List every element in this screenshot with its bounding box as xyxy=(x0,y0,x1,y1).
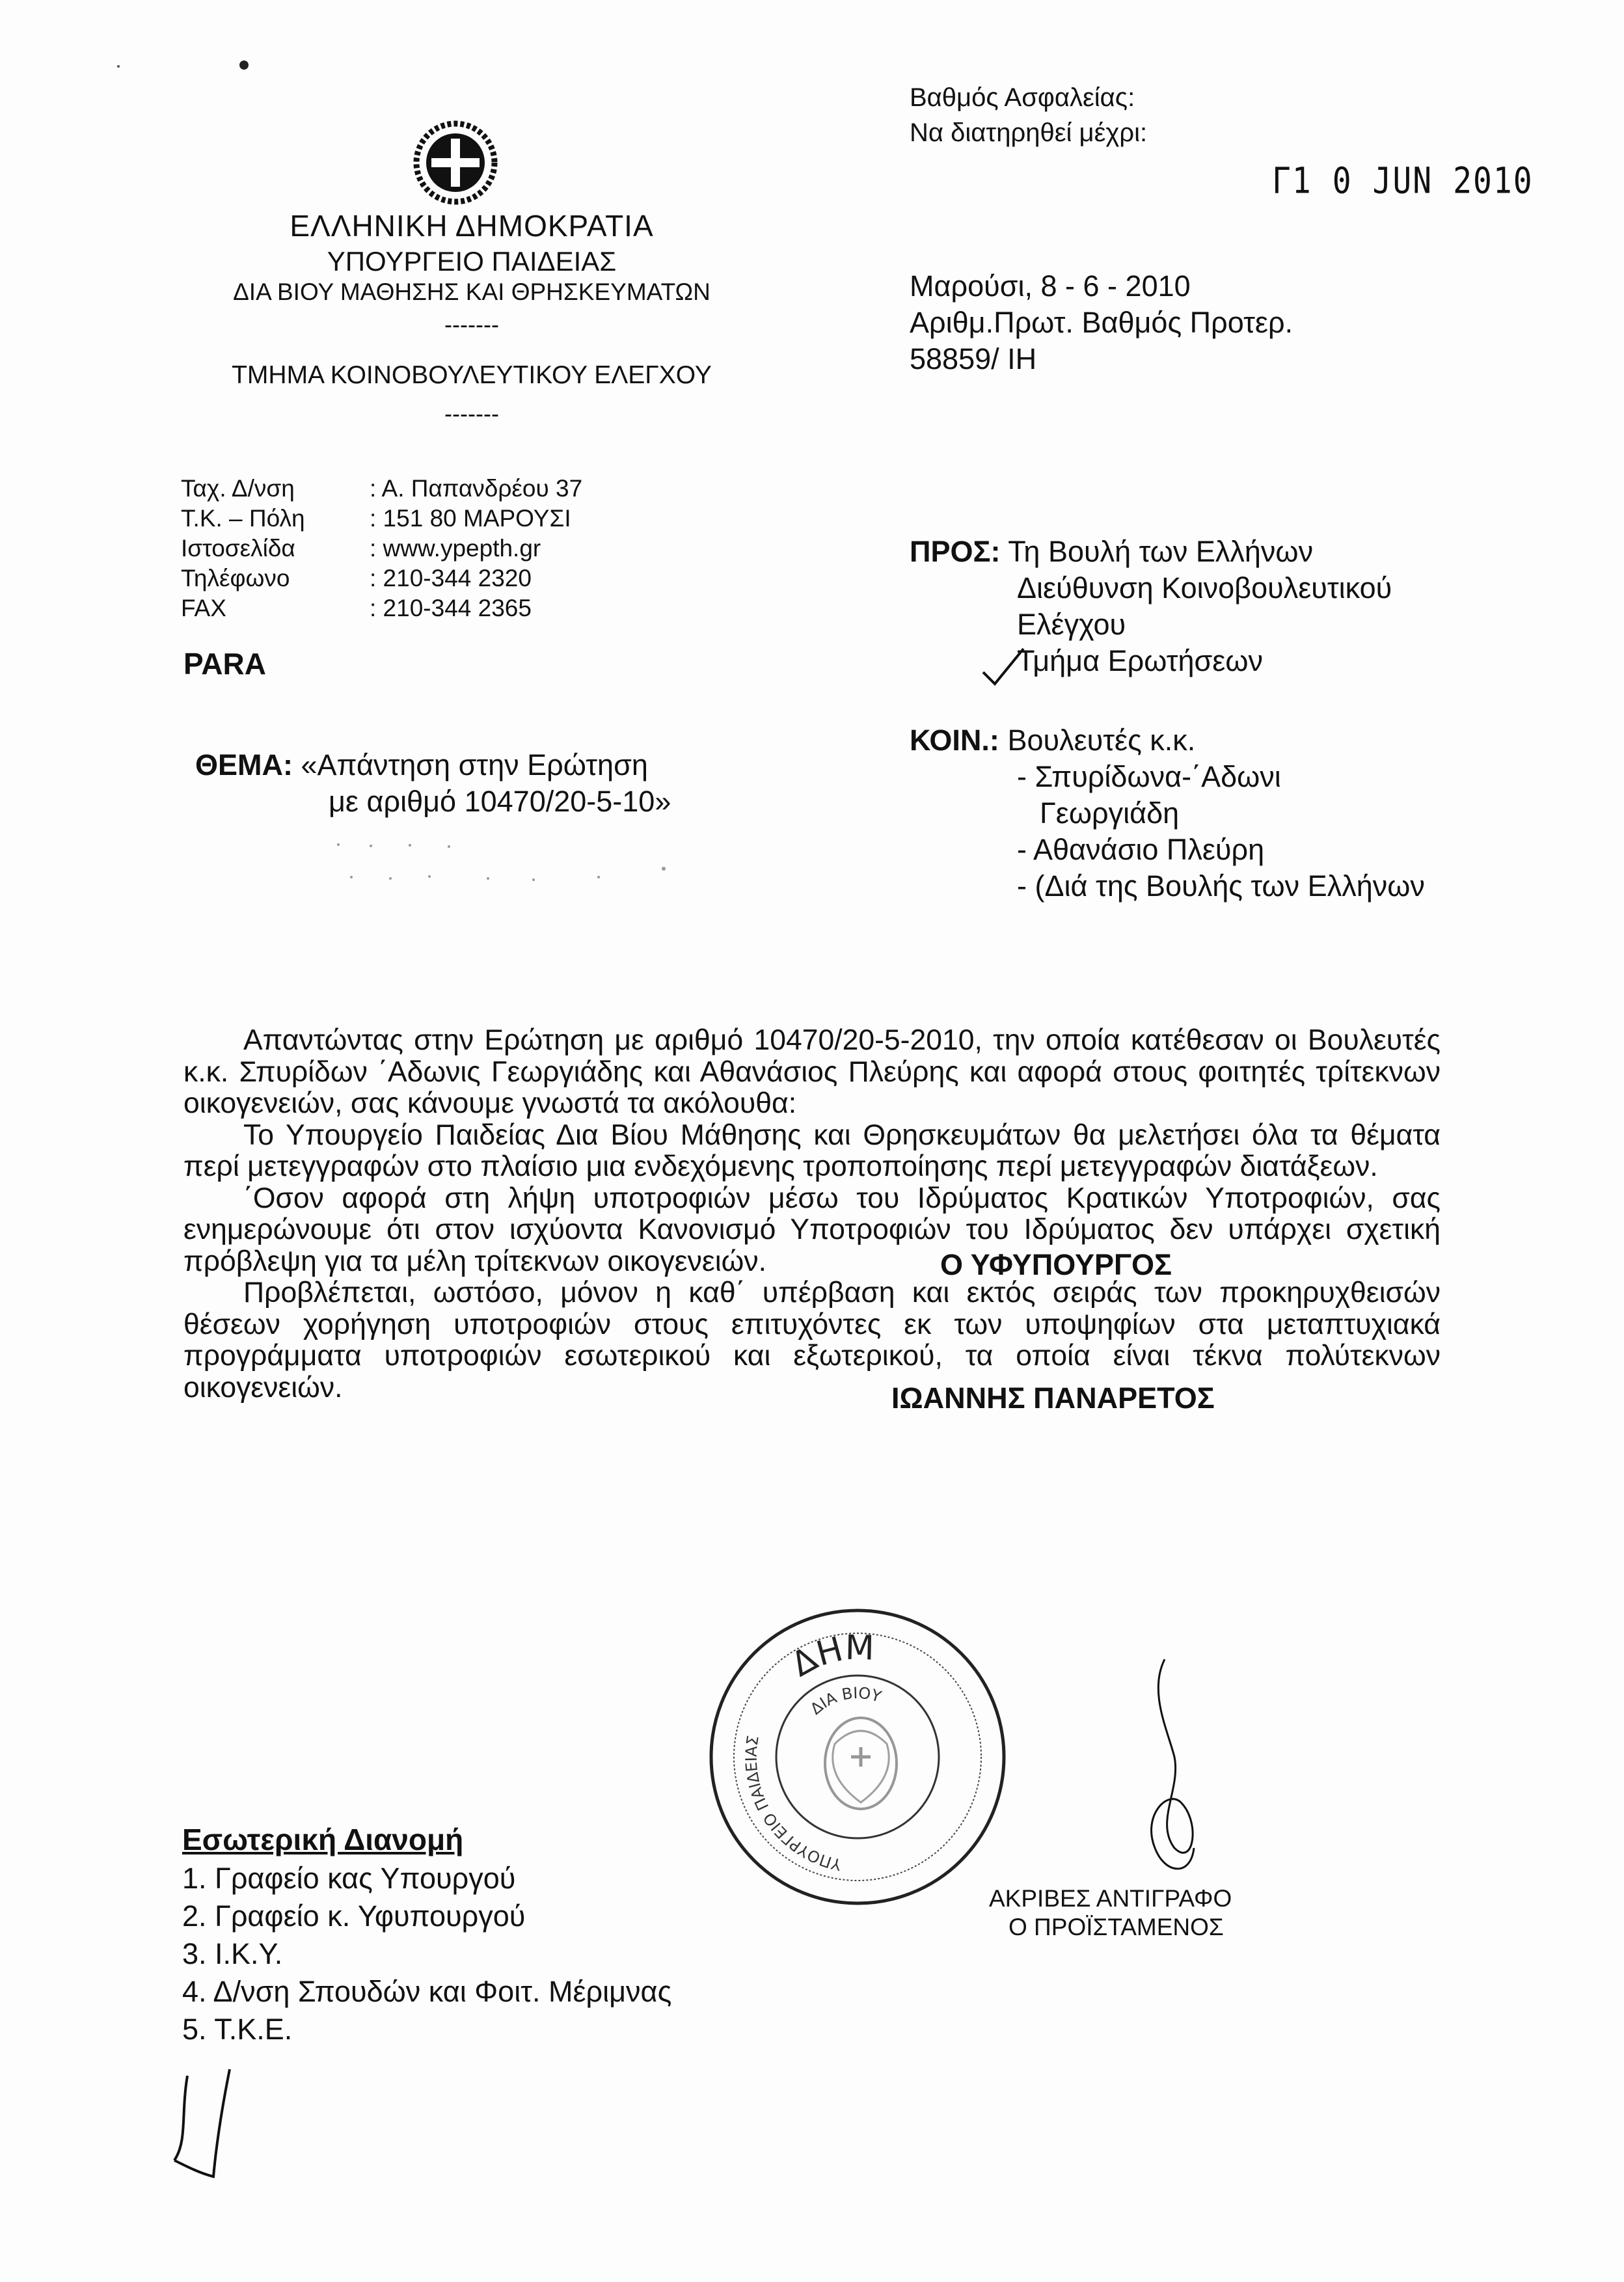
body-paragraph: Απαντώντας στην Ερώτηση με αριθμό 10470/20-5-2010, την οποία κατέθεσαν οι Βουλευτές κ.κ. Σπυρίδων ΄Αδωνις Γεωργιάδης και Αθανάσιος Πλεύρης και αφορά στους φοιτητές τρίτεκνων οικογενειών, σας κάνουμε γνωστά τα ακόλουθα: xyxy=(183,1024,1441,1119)
list-item: 2. Γραφείο κ. Υφυπουργού xyxy=(182,1899,526,1933)
signatory-name: ΙΩΑΝΝΗΣ ΠΑΝΑΡΕΤΟΣ xyxy=(891,1381,1215,1415)
recipient-line-3: Ελέγχου xyxy=(1017,608,1126,641)
recipient-line-1: Τη Βουλή των Ελλήνων xyxy=(1008,535,1314,568)
contact-row: Ιστοσελίδα : www.ypepth.gr xyxy=(181,535,541,562)
country-name: ΕΛΛΗΝΙΚΗ ΔΗΜΟΚΡΑΤΙΑ xyxy=(290,209,654,243)
checkmark-icon xyxy=(981,647,1026,686)
recipient-line-4: Τμήμα Ερωτήσεων xyxy=(1017,644,1263,677)
protocol-label: Αριθμ.Πρωτ. Βαθμός Προτερ. xyxy=(910,306,1293,339)
greek-coat-of-arms-icon xyxy=(407,114,504,211)
cc-line-3: Γεωργιάδη xyxy=(1040,796,1180,830)
signatory-title: Ο ΥΦΥΠΟΥΡΓΟΣ xyxy=(940,1248,1172,1281)
contact-details xyxy=(181,474,582,623)
list-item: 3. Ι.Κ.Υ. xyxy=(182,1937,283,1970)
security-degree-label: Βαθμός Ασφαλείας: xyxy=(910,83,1135,112)
ministry-name: ΥΠΟΥΡΓΕΙΟ ΠΑΙΔΕΙΑΣ xyxy=(327,246,617,277)
ministry-subtitle: ΔΙΑ ΒΙΟΥ ΜΑΘΗΣΗΣ ΚΑΙ ΘΡΗΣΚΕΥΜΑΤΩΝ xyxy=(233,278,710,305)
svg-text:ΥΠΟΥΡΓΕΙΟ ΠΑΙΔΕΙΑΣ xyxy=(742,1734,844,1874)
cc-block xyxy=(910,722,1425,904)
svg-text:ΔΙΑ ΒΙΟΥ xyxy=(807,1684,884,1718)
handwritten-signature xyxy=(1129,1653,1226,1887)
header-separator-2: ------- xyxy=(444,400,499,427)
stamp-outer-text: ΔΗΜ xyxy=(785,1628,875,1685)
stamp-side-text: ΥΠΟΥΡΓΕΙΟ ΠΑΙΔΕΙΑΣ xyxy=(742,1734,843,1874)
cc-label: ΚΟΙΝ.: xyxy=(910,724,999,757)
department-name: ΤΜΗΜΑ ΚΟΙΝΟΒΟΥΛΕΥΤΙΚΟΥ ΕΛΕΓΧΟΥ xyxy=(232,361,712,389)
letter-body xyxy=(183,1025,1441,1404)
recipient-label: ΠΡΟΣ: xyxy=(910,535,1001,568)
handwritten-initials xyxy=(168,2063,246,2180)
scan-noise xyxy=(325,839,716,891)
cc-line-5: - (Διά της Βουλής των Ελλήνων xyxy=(1017,869,1425,903)
cc-line-4: - Αθανάσιο Πλεύρη xyxy=(1017,833,1265,866)
place-date: Μαρούσι, 8 - 6 - 2010 xyxy=(910,269,1191,303)
stamp-inner-text: ΔΙΑ ΒΙΟΥ xyxy=(807,1683,884,1718)
stamp-emblem-icon xyxy=(825,1718,897,1809)
body-paragraph: Προβλέπεται, ωστόσο, μόνον η καθ΄ υπέρβαση και εκτός σειράς των προκηρυχθεισών θέσεων χορήγηση υποτροφιών στους επιτυχόντες εκ των υποψηφίων στα μεταπτυχιακά προγράμματα υποτροφιών εσωτερικού και εξωτερικού, τα οποία είναι τέκνα πολύτεκνων οικογενειών. xyxy=(183,1277,1441,1404)
protocol-number: 58859/ ΙΗ xyxy=(910,342,1037,375)
subject-line-1: «Απάντηση στην Ερώτηση xyxy=(301,748,648,781)
received-date-stamp: Γ1 0 JUN 2010 xyxy=(1272,159,1534,202)
certified-copy-line-2: Ο ΠΡΟΪΣΤΑΜΕΝΟΣ xyxy=(1008,1914,1224,1940)
para-label: PARA xyxy=(183,647,266,681)
keep-until-label: Να διατηρηθεί μέχρι: xyxy=(910,118,1148,147)
contact-row: Τηλέφωνο : 210-344 2320 xyxy=(181,565,532,591)
list-item: 5. Τ.Κ.Ε. xyxy=(182,2013,293,2046)
distribution-list xyxy=(182,1860,671,2048)
distribution-title: Εσωτερική Διανομή xyxy=(182,1823,464,1856)
header-separator: ------- xyxy=(444,311,499,338)
subject-label: ΘΕΜΑ: xyxy=(195,748,293,781)
recipient-line-2: Διεύθυνση Κοινοβουλευτικού xyxy=(1017,571,1392,604)
body-paragraph: Το Υπουργείο Παιδείας Δια Βίου Μάθησης και Θρησκευμάτων θα μελετήσει όλα τα θέματα περί μετεγγραφών στο πλαίσιο μια ενδεχόμενης τροποποίησης περί μετεγγραφών διατάξεων. xyxy=(183,1119,1441,1182)
cc-line-1: Βουλευτές κ.κ. xyxy=(1007,724,1196,757)
subject-line-2: με αριθμό 10470/20-5-10» xyxy=(329,785,671,818)
contact-row: Ταχ. Δ/νση : Α. Παπανδρέου 37 xyxy=(181,475,583,502)
cc-line-2: - Σπυρίδωνα-΄Αδωνι xyxy=(1017,760,1281,793)
certified-copy-line-1: ΑΚΡΙΒΕΣ ΑΝΤΙΓΡΑΦΟ xyxy=(989,1885,1232,1912)
list-item: 1. Γραφείο κας Υπουργού xyxy=(182,1862,516,1895)
body-paragraph: ΄Οσον αφορά στη λήψη υποτροφιών μέσω του Ιδρύματος Κρατικών Υποτροφιών, σας ενημερώνουμε ότι στον ισχύοντα Κανονισμό Υποτροφιών του Ιδρύματος δεν υπάρχει σχετική πρόβλεψη για τα μέλη τρίτεκνων οικογενειών. xyxy=(183,1182,1441,1277)
contact-row: Τ.Κ. – Πόλη : 151 80 ΜΑΡΟΥΣΙ xyxy=(181,505,571,532)
scan-speck xyxy=(111,52,260,78)
subject-block xyxy=(195,747,671,820)
official-round-stamp xyxy=(701,1601,1014,1913)
list-item: 4. Δ/νση Σπουδών και Φοιτ. Μέριμνας xyxy=(182,1975,672,2008)
contact-row: FAX : 210-344 2365 xyxy=(181,595,532,621)
certified-copy-block xyxy=(989,1884,1232,1942)
